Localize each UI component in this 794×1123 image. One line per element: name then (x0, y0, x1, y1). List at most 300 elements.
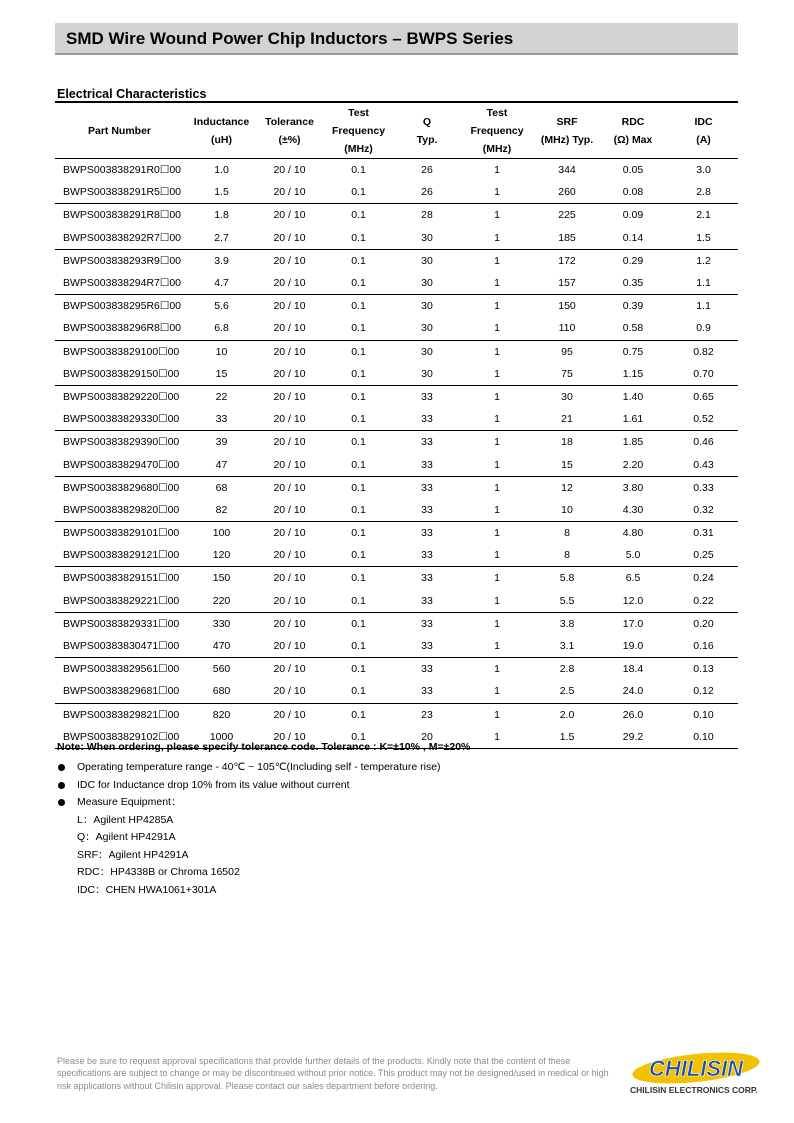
table-cell: 0.24 (693, 572, 714, 585)
table-cell: 33 (397, 453, 457, 476)
table-top-rule (55, 101, 738, 103)
table-row (55, 408, 738, 431)
table-cell: 33 (421, 572, 433, 585)
table-cell: 0.12 (669, 680, 738, 703)
table-cell: 0.1 (351, 436, 366, 449)
column-header-text: RDC (621, 116, 645, 128)
table-cell: 20 / 10 (259, 227, 320, 250)
table-cell: 3.80 (622, 481, 644, 494)
table-cell: 0.1 (351, 708, 366, 721)
table-cell: 20 / 10 (259, 272, 320, 295)
table-cell: 10 (215, 345, 228, 358)
logo-graphic (630, 1050, 762, 1084)
bullet-icon (58, 782, 65, 789)
table-cell: 1.1 (669, 272, 738, 295)
title-bar (55, 23, 738, 55)
table-cell: 20 / 10 (273, 254, 306, 267)
table-cell: 0.22 (669, 590, 738, 613)
table-cell: 20 / 10 (259, 680, 320, 703)
table-cell: 1 (457, 317, 537, 340)
table-row (55, 249, 738, 272)
table-cell: 20 / 10 (273, 390, 306, 403)
table-cell: 30 (397, 317, 457, 340)
column-header-text: (MHz) (344, 143, 373, 155)
table-cell: 30 (561, 390, 573, 403)
table-cell: 1 (494, 345, 500, 358)
column-header (259, 104, 320, 159)
part-number-cell: BWPS00383829680☐00 (63, 481, 180, 494)
table-cell: 1.1 (696, 300, 711, 313)
table-cell: 0.1 (320, 363, 397, 386)
table-cell: 1 (457, 453, 537, 476)
table-cell: 15 (537, 453, 597, 476)
table-cell: 1 (457, 227, 537, 250)
table-cell: 2.5 (537, 680, 597, 703)
part-number-cell: BWPS00383829220☐00 (63, 390, 180, 403)
table-cell: 20 / 10 (273, 300, 306, 313)
table-cell: 33 (397, 635, 457, 658)
table-cell: 185 (537, 227, 597, 250)
part-number-cell: BWPS003838291R8☐00 (63, 209, 181, 222)
table-cell: 0.1 (320, 544, 397, 567)
note-bullet (57, 777, 441, 795)
column-header (597, 104, 669, 159)
table-cell: 0.08 (597, 181, 669, 204)
table-cell: 0.35 (597, 272, 669, 295)
table-cell: 0.16 (669, 635, 738, 658)
table-cell: 100 (212, 527, 231, 540)
table-header (55, 104, 738, 159)
table-cell: 20 / 10 (273, 481, 306, 494)
table-cell: 2.20 (597, 453, 669, 476)
table-cell: 26 (421, 164, 433, 177)
table-cell: 8 (537, 544, 597, 567)
table-cell: 20 / 10 (273, 209, 306, 222)
table-cell: 0.05 (622, 164, 644, 177)
part-number-cell: BWPS00383829101☐00 (63, 527, 180, 540)
column-header (537, 104, 597, 159)
column-header-text: (MHz) (482, 143, 512, 155)
table-cell: 33 (397, 590, 457, 613)
table-cell: 330 (212, 617, 231, 630)
table-cell: 0.1 (320, 272, 397, 295)
table-cell: 0.58 (597, 317, 669, 340)
column-header (457, 104, 537, 159)
table-cell: 20 / 10 (259, 635, 320, 658)
equipment-item: L：Agilent HP4285A (77, 813, 174, 826)
table-cell: 39 (215, 436, 228, 449)
table-cell: 18.4 (622, 663, 644, 676)
table-row (55, 453, 738, 476)
table-cell: 33 (184, 408, 259, 431)
table-cell: 1.15 (597, 363, 669, 386)
column-header (669, 104, 738, 159)
table-row (55, 317, 738, 340)
table-row (55, 703, 738, 726)
column-header (55, 104, 184, 159)
table-cell: 0.10 (669, 726, 738, 749)
table-row (55, 385, 738, 408)
note-bullet (57, 794, 441, 812)
table-cell: 0.1 (351, 300, 366, 313)
column-header-text: Test (348, 107, 369, 119)
column-header (397, 104, 457, 159)
table-row (55, 590, 738, 613)
chilisin-logo (630, 1050, 762, 1098)
table-cell: 30 (397, 272, 457, 295)
table-cell: 6.5 (625, 572, 641, 585)
table-cell: 0.9 (669, 317, 738, 340)
table-cell: 0.52 (669, 408, 738, 431)
part-number-cell: BWPS003838296R8☐00 (55, 317, 184, 340)
table-cell: 3.0 (696, 164, 711, 177)
table-cell: 0.33 (693, 481, 714, 494)
column-header-text: Part Number (87, 125, 151, 137)
column-header-text: SRF (556, 116, 578, 128)
equipment-item: RDC：HP4338B or Chroma 16502 (77, 866, 240, 878)
section-title: Electrical Characteristics (57, 87, 207, 101)
table-cell: 24.0 (597, 680, 669, 703)
column-header-text: (A) (696, 134, 711, 146)
table-cell: 20 / 10 (259, 317, 320, 340)
table-cell: 17.0 (622, 617, 644, 630)
table-cell: 680 (184, 680, 259, 703)
table-cell: 0.1 (320, 635, 397, 658)
table-cell: 225 (558, 209, 576, 222)
table-cell: 20 / 10 (273, 617, 306, 630)
table-cell: 2.1 (696, 209, 711, 222)
table-cell: 0.1 (320, 408, 397, 431)
table-cell: 33 (397, 680, 457, 703)
table-cell: 0.1 (320, 227, 397, 250)
table-row (55, 544, 738, 567)
table-cell: 560 (212, 663, 231, 676)
table-cell: 26 (397, 181, 457, 204)
column-header-text: Inductance (193, 116, 250, 128)
part-number-cell: BWPS00383829331☐00 (63, 617, 180, 630)
table-cell: 10 (537, 499, 597, 522)
table-cell: 1.2 (696, 254, 711, 267)
table-cell: 0.1 (320, 453, 397, 476)
table-cell: 1.61 (597, 408, 669, 431)
notes-list (57, 759, 441, 899)
table-cell: 0.25 (669, 544, 738, 567)
table-cell: 3.1 (537, 635, 597, 658)
table-cell: 0.29 (622, 254, 644, 267)
part-number-cell: BWPS00383829102☐00 (55, 726, 184, 749)
table-cell: 0.70 (669, 363, 738, 386)
table-row (55, 476, 738, 499)
table-cell: 0.20 (693, 617, 714, 630)
table-cell: 33 (397, 499, 457, 522)
table-cell: 30 (397, 363, 457, 386)
part-number-cell: BWPS00383829820☐00 (55, 499, 184, 522)
table-cell: 33 (397, 408, 457, 431)
part-number-cell: BWPS00383829100☐00 (63, 345, 180, 358)
table-cell: 2.0 (559, 708, 575, 721)
table-cell: 5.8 (559, 572, 575, 585)
table-cell: 2.8 (559, 663, 575, 676)
table-cell: 2.8 (669, 181, 738, 204)
table-cell: 1 (494, 527, 500, 540)
column-header-text: Q (422, 116, 432, 128)
table-cell: 33 (421, 390, 433, 403)
table-cell: 0.46 (693, 436, 714, 449)
table-cell: 19.0 (597, 635, 669, 658)
header-row (55, 104, 738, 159)
table-cell: 6.8 (184, 317, 259, 340)
table-cell: 4.30 (597, 499, 669, 522)
table-cell: 0.1 (351, 390, 366, 403)
table-cell: 15 (184, 363, 259, 386)
bullet-icon (58, 764, 65, 771)
table-row (55, 227, 738, 250)
table-cell: 0.32 (669, 499, 738, 522)
table-cell: 30 (421, 345, 433, 358)
table-cell: 20 / 10 (259, 544, 320, 567)
table-cell: 0.13 (693, 663, 714, 676)
table-row (55, 159, 738, 182)
table-cell: 1 (494, 572, 500, 585)
table-cell: 1 (457, 499, 537, 522)
table-cell: 4.7 (184, 272, 259, 295)
table-cell: 20 / 10 (259, 726, 320, 749)
table-row (55, 272, 738, 295)
part-number-cell: BWPS00383829561☐00 (63, 663, 180, 676)
equipment-item: SRF：Agilent HP4291A (77, 848, 189, 861)
table-row (55, 635, 738, 658)
table-row (55, 612, 738, 635)
table-cell: 1 (457, 181, 537, 204)
document-title: SMD Wire Wound Power Chip Inductors – BWPS Series (66, 29, 514, 48)
table-row (55, 567, 738, 590)
footer-disclaimer: Please be sure to request approval specifications that provide further details of the products. Kindly note that the content of these specifications are subject to change or may be discontinued without prior notice. This product may not be designed/used in medical or high risk applications without Chilisin approval. Please contact our sales department before ordering. (57, 1056, 609, 1091)
table-cell: 95 (561, 345, 573, 358)
table-row (55, 181, 738, 204)
table-cell: 157 (537, 272, 597, 295)
table-row (55, 295, 738, 318)
table-cell: 1 (457, 272, 537, 295)
table-cell: 1 (494, 300, 500, 313)
part-number-cell: BWPS00383829390☐00 (63, 436, 180, 449)
table-cell: 0.1 (320, 590, 397, 613)
part-number-cell: BWPS003838291R0☐00 (63, 164, 181, 177)
column-header (184, 104, 259, 159)
part-number-cell: BWPS00383829221☐00 (55, 590, 184, 613)
table-cell: 0.1 (320, 726, 397, 749)
table-cell: 0.14 (597, 227, 669, 250)
table-cell: 12 (561, 481, 573, 494)
table-cell: 20 / 10 (259, 590, 320, 613)
table-row (55, 499, 738, 522)
table-cell: 5.6 (214, 300, 229, 313)
table-cell: 1 (494, 164, 500, 177)
table-cell: 12.0 (597, 590, 669, 613)
column-header-text: Test (486, 107, 508, 119)
table-cell: 0.1 (320, 181, 397, 204)
table-cell: 1 (457, 544, 537, 567)
table-cell: 120 (184, 544, 259, 567)
table-cell: 0.1 (351, 617, 366, 630)
table-cell: 30 (421, 300, 433, 313)
table-body (55, 159, 738, 749)
table-cell: 0.10 (693, 708, 714, 721)
table-cell: 1 (457, 680, 537, 703)
column-header-text: Tolerance (265, 116, 314, 128)
table-cell: 0.1 (351, 345, 366, 358)
part-number-cell: BWPS003838292R7☐00 (55, 227, 184, 250)
table-cell: 20 / 10 (259, 363, 320, 386)
table-cell: 3.8 (559, 617, 575, 630)
note-text: Operating temperature range - 40℃ ~ 105℃(Including self - temperature rise) (77, 761, 441, 773)
table-cell: 0.82 (693, 345, 714, 358)
table-cell: 23 (421, 708, 433, 721)
table-cell: 1 (457, 408, 537, 431)
company-name: CHILISIN ELECTRONICS CORP. (630, 1085, 758, 1095)
table-cell: 220 (184, 590, 259, 613)
ordering-note: Note: When ordering, please specify tolerance code. Tolerance : K=±10% , M=±20% (57, 741, 471, 753)
table-cell: 172 (558, 254, 576, 267)
table-cell: 1 (494, 390, 500, 403)
part-number-cell: BWPS00383830471☐00 (55, 635, 184, 658)
table-cell: 150 (558, 300, 576, 313)
table-row (55, 431, 738, 454)
table-cell: 1 (494, 436, 500, 449)
table-cell: 4.80 (622, 527, 644, 540)
table-cell: 68 (215, 481, 228, 494)
table-cell: 20 / 10 (273, 572, 306, 585)
table-cell: 33 (421, 436, 433, 449)
table-cell: 0.1 (320, 317, 397, 340)
table-cell: 5.5 (537, 590, 597, 613)
logo-wordmark: CHILISIN (648, 1056, 744, 1081)
table-cell: 1.40 (622, 390, 644, 403)
part-number-cell: BWPS003838293R9☐00 (63, 254, 181, 267)
table-cell: 20 / 10 (273, 527, 306, 540)
table-cell: 1 (494, 481, 500, 494)
table-cell: 33 (421, 527, 433, 540)
equipment-item: Q：Agilent HP4291A (77, 831, 176, 843)
table-cell: 33 (421, 481, 433, 494)
table-cell: 1.85 (622, 436, 644, 449)
table-cell: 0.1 (320, 680, 397, 703)
table-cell: 47 (184, 453, 259, 476)
table-cell: 1000 (184, 726, 259, 749)
table-cell: 20 / 10 (259, 181, 320, 204)
table-cell: 30 (421, 254, 433, 267)
table-cell: 3.9 (214, 254, 229, 267)
table-cell: 0.09 (622, 209, 644, 222)
table-row (55, 363, 738, 386)
table-cell: 26.0 (622, 708, 644, 721)
table-cell: 260 (537, 181, 597, 204)
note-text: IDC for Inductance drop 10% from its value without current (77, 778, 350, 791)
part-number-cell: BWPS00383829681☐00 (55, 680, 184, 703)
part-number-cell: BWPS003838295R6☐00 (63, 300, 181, 313)
table-cell: 30 (397, 227, 457, 250)
bullet-icon (58, 799, 65, 806)
table-cell: 1 (494, 617, 500, 630)
table-cell: 1 (494, 209, 500, 222)
table-cell: 33 (421, 663, 433, 676)
table-cell: 0.1 (320, 499, 397, 522)
table-cell: 1.0 (214, 164, 229, 177)
table-cell: 150 (212, 572, 231, 585)
part-number-cell: BWPS003838291R5☐00 (55, 181, 184, 204)
column-header-text: Frequency (470, 125, 524, 137)
table-cell: 1.5 (184, 181, 259, 204)
table-cell: 20 / 10 (259, 408, 320, 431)
table-cell: 0.1 (351, 481, 366, 494)
table-cell: 0.1 (351, 527, 366, 540)
table-cell: 1 (457, 635, 537, 658)
table-cell: 20 / 10 (273, 708, 306, 721)
part-number-cell: BWPS00383829330☐00 (55, 408, 184, 431)
table-cell: 110 (537, 317, 597, 340)
table-cell: 0.1 (351, 209, 366, 222)
table-cell: 0.31 (693, 527, 714, 540)
table-cell: 20 / 10 (273, 164, 306, 177)
table-cell: 0.43 (669, 453, 738, 476)
table-cell: 0.1 (351, 663, 366, 676)
part-number-cell: BWPS00383829821☐00 (63, 708, 180, 721)
table-cell: 0.39 (622, 300, 644, 313)
column-header (320, 104, 397, 159)
table-cell: 21 (537, 408, 597, 431)
table-cell: 1.5 (537, 726, 597, 749)
table-cell: 1.5 (669, 227, 738, 250)
equipment-item: IDC：CHEN HWA1061+301A (77, 883, 217, 896)
table-cell: 1 (494, 708, 500, 721)
table-cell: 0.1 (351, 254, 366, 267)
table-cell: 29.2 (597, 726, 669, 749)
table-cell: 0.75 (622, 345, 644, 358)
table-row (55, 204, 738, 227)
table-cell: 82 (184, 499, 259, 522)
column-header-text: (uH) (211, 134, 232, 146)
part-number-cell: BWPS00383829151☐00 (63, 572, 180, 585)
part-number-cell: BWPS003838294R7☐00 (55, 272, 184, 295)
table-cell: 470 (184, 635, 259, 658)
table-cell: 1 (457, 726, 537, 749)
table-cell: 20 / 10 (259, 453, 320, 476)
table-cell: 33 (397, 544, 457, 567)
table-cell: 22 (215, 390, 228, 403)
table-cell: 28 (421, 209, 433, 222)
table-cell: 33 (421, 617, 433, 630)
table-row (55, 522, 738, 545)
table-cell: 2.7 (184, 227, 259, 250)
table-cell: 8 (564, 527, 570, 540)
note-bullet (57, 759, 441, 777)
table-cell: 20 / 10 (273, 436, 306, 449)
electrical-characteristics-table (55, 104, 738, 749)
table-row (55, 680, 738, 703)
table-cell: 1.8 (214, 209, 229, 222)
part-number-cell: BWPS00383829470☐00 (55, 453, 184, 476)
table-cell: 1 (457, 363, 537, 386)
table-cell: 0.65 (693, 390, 714, 403)
column-header-text: (±%) (278, 134, 301, 146)
table-cell: 0.1 (351, 572, 366, 585)
column-header-text: Typ. (416, 134, 438, 146)
column-header-text: IDC (694, 116, 713, 128)
table-cell: 0.1 (351, 164, 366, 177)
table-cell: 820 (212, 708, 231, 721)
table-cell: 5.0 (597, 544, 669, 567)
table-cell: 1 (494, 254, 500, 267)
table-cell: 1 (457, 590, 537, 613)
